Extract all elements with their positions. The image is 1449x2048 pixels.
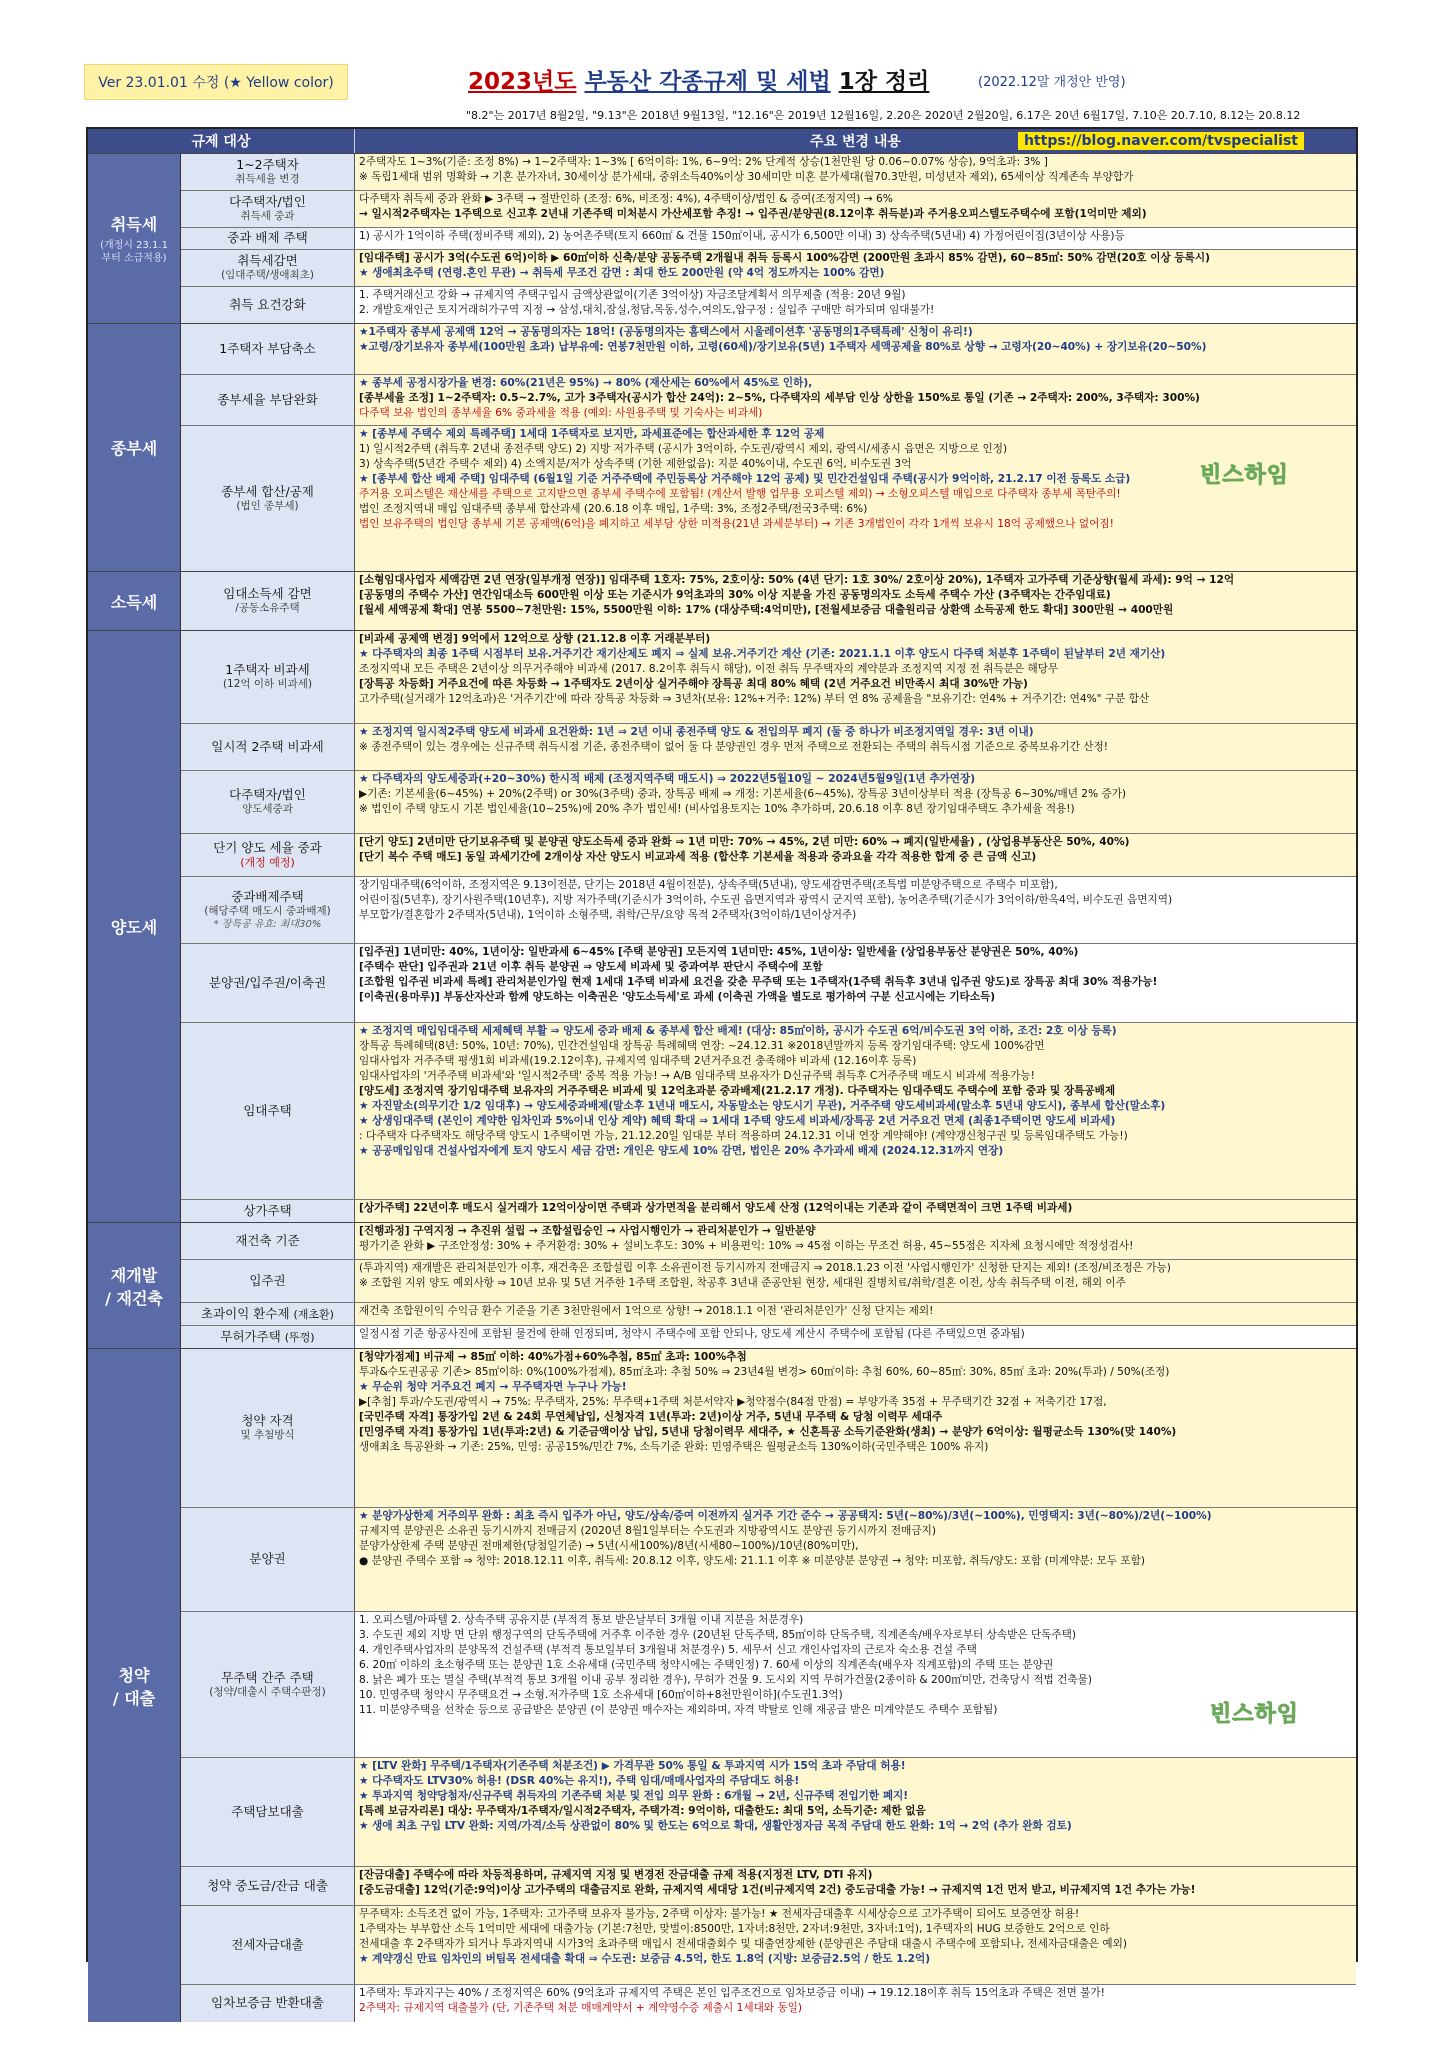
category-label — [88, 631, 181, 1222]
row-label — [181, 834, 355, 876]
category-label — [88, 154, 181, 323]
content-line: 장기임대주택(6억이하, 조정지역은 9.13이전분, 단기는 2018년 4월이전분), 상속주택(5년내), 양도세감면주택(조특법 미분양주택으로 주택수 미포함), — [359, 879, 1058, 891]
content-line: 11. 미분양주택을 선착순 등으로 공급받은 분양권 (이 분양권 매수자는 제외하며, 자격 박탈로 인해 재공급 받은 미계약분도 주택수 포함됨) — [359, 1704, 998, 1717]
category-label — [88, 1223, 181, 1348]
row-content — [355, 1303, 1356, 1325]
table-row — [181, 250, 1356, 287]
row-label-main: 다주택자/법인 — [229, 194, 306, 210]
content-line: ★ 다주택자의 최종 1주택 시점부터 보유.거주기간 재기산제도 폐지 ⇒ 실제 보유.거주기간 계산 (기존: 2021.1.1 이후 양도시 다주택 처분후 1주택이 된날부터 2년 재기산) — [359, 648, 1166, 661]
row-label-sub: (12억 이하 비과세) — [222, 678, 313, 691]
row-label — [181, 324, 355, 374]
content-line: ★고령/장기보유자 종부세(100만원 초과) 납부유예: 연봉7천만원 이하, 고령(60세)/장기보유(5년) 1주택자 세액공제율 80%로 상향 → 고령자(20~40%) + 장기보유(20~50%) — [359, 341, 1207, 354]
content-line: [진행과정] 구역지정 → 추진위 설립 → 조합설립승인 → 사업시행인가 → 관리처분인가 → 일반분양 — [359, 1225, 816, 1237]
content-line: [입주권] 1년미만: 40%, 1년이상: 일반과세 6~45% [주택 분양권] 모든지역 1년미만: 45%, 1년이상: 일반세율 (상업용부동산 분양권은 50%, 40%) — [359, 946, 1079, 958]
row-label-main: 분양권/입주권/이축권 — [208, 974, 327, 990]
section-s5 — [88, 1222, 1356, 1348]
row-label — [181, 724, 355, 770]
content-line: [청약가점제] 비규제 → 85㎡ 이하: 40%가점+60%추첨, 85㎡ 초과: 100%추첨 — [359, 1351, 747, 1363]
row-label — [181, 1349, 355, 1507]
row-content — [355, 1612, 1356, 1757]
content-line: ★ 조정지역 매입임대주택 세제혜택 부활 ⇒ 양도세 중과 배제 & 종부세 합산 배제! (대상: 85㎡이하, 공시가 수도권 6억/비수도권 3억 이하, 조건: 2호 이상 등록) — [359, 1025, 1117, 1037]
content-line: 4. 개인주택사업자의 분양목적 건설주택 (부적격 통보일부터 3개월내 처분경우) 5. 세무서 신고 개인사업자의 근로자 숙소용 건설 주택 — [359, 1644, 977, 1657]
header-changes-label: 주요 변경 내용 — [810, 134, 901, 150]
version-badge: Ver 23.01.01 수정 (★ Yellow color) — [84, 64, 348, 100]
row-content — [355, 250, 1356, 286]
content-line: ▶기존: 기본세율(6~45%) + 20%(2주택) or 30%(3주택) 중과, 장특공 배제 ⇒ 개정: 기본세율(6~45%), 장특공 3년이상부터 적용 (장특공 6~30%/매년 2% 증가) — [359, 788, 1127, 801]
category-name: 양도세 — [110, 918, 158, 937]
content-line: 1. 주택거래신고 강화 → 규제지역 주택구입시 금액상관없이(기존 3억이상) 자금조달계획서 의무제출 (적용: 20년 9월) — [359, 289, 906, 301]
row-content — [355, 944, 1356, 1022]
content-line: 1주택자는 부부합산 소득 1억미만 세대에 대출가능 (기본:7천만, 맞벌이:8500만, 1자녀:8천만, 2자녀:9천만, 3자녀:1억), 1주택자의 HUG 보증한도 2억으로 인하 — [359, 1923, 1110, 1936]
table-row — [181, 1985, 1356, 2022]
row-content — [355, 154, 1356, 190]
content-line: : 다주택자 다주택자도 해당주택 양도시 1주택이면 가능, 21.12.20일 임대분 부터 적용하며 24.12.31 이내 연장 계약해야! (계약갱신청구권 및 등록임대주택도 가능!) — [359, 1130, 1128, 1143]
row-label-sub: (법인 종부세) — [236, 499, 299, 512]
content-line: ★ 상생임대주택 (본인이 계약한 임차인과 5%이내 인상 계약) 혜택 확대 ⇒ 1세대 1주택 양도세 비과세/장특공 2년 거주요건 면제 (최종1주택이면 양도세 비과세) — [359, 1115, 1116, 1128]
section-s4 — [88, 630, 1356, 1222]
content-line: ★ 조정지역 일시적2주택 양도세 비과세 요건완화: 1년 ⇒ 2년 이내 종전주택 양도 & 전입의무 폐지 (둘 중 하나가 비조정지역일 경우: 3년 이내) — [359, 726, 1034, 738]
table-row — [181, 877, 1356, 944]
content-line: 2주택자: 규제지역 대출불가 (단, 기존주택 처분 매매계약서 + 계약영수증 제출시 1세대와 동일) — [359, 2002, 803, 2015]
content-line: ★ 투과지역 청약당첨자/신규주택 취득자의 기존주택 처분 및 전입 의무 완화 : 6개월 → 2년, 신규주택 전입기한 폐지! — [359, 1790, 909, 1803]
title-year: 2023년도 — [468, 69, 577, 95]
category-note: (개정시 23.1.1 부터 소급적용) — [100, 239, 168, 264]
content-line: ★ [종부세 합산 배제 주택] 임대주택 (6월1일 기준 거주주택에 주민등록상 거주해야 12억 공제) 및 민간건설임대 주택(공시가 9억이하, 21.2.17 이전 등록도 소급) — [359, 473, 1131, 486]
row-label-sub: 취득세율 변경 — [235, 173, 300, 186]
content-line: 임대사업자의 '거주주택 비과세'와 '일시적2주택' 중복 적용 가능! → A/B 임대주택 보유자가 D신규주택 취득후 C거주주택 매도시 비과세 적용가능! — [359, 1070, 1035, 1083]
content-line: ▶[추첨] 투과/수도권/광역시 → 75%: 무주택자, 25%: 무주택+1주택 처분서약자 ▶청약점수(84점 만점) = 부양가족 35점 + 무주택기간 32점 + 저축기간 17점, — [359, 1396, 1107, 1409]
content-line: 법인 보유주택의 법인당 종부세 기본 공제액(6억)을 폐지하고 세부담 상한 미적용(21년 과세분부터) → 기존 3개법인이 각각 1개씩 보유시 18억 공제했으나 없어짐! — [359, 518, 1114, 531]
row-label-main: 종부세 합산/공제 — [221, 483, 314, 499]
section-rows — [181, 324, 1356, 571]
row-content — [355, 191, 1356, 227]
content-line: [소형임대사업자 세액감면 2년 연장(일부개정 연장)] 임대주택 1호자: 75%, 2호이상: 50% (4년 단기: 1호 30%/ 2호이상 20%), 1주택자 고가주택 기준상향(월세 과세): 9억 → 12억 — [359, 574, 1235, 586]
row-label — [181, 228, 355, 249]
table-row — [181, 1906, 1356, 1985]
row-content — [355, 1867, 1356, 1905]
content-line: 주거용 오피스텔은 재산세를 주택으로 고지받으면 종부세 주택수에 포함됨! (계산서 발행 업무용 오피스텔 제외) → 소형오피스텔 매입으로 다주택자 종부세 폭탄주의! — [359, 488, 1121, 501]
row-content — [355, 287, 1356, 323]
table-row — [181, 724, 1356, 771]
page-subtitle: (2022.12말 개정안 반영) — [978, 75, 1126, 90]
row-content — [355, 426, 1356, 571]
category-name: 소득세 — [110, 592, 158, 612]
section-rows — [181, 1223, 1356, 1348]
content-line: [이축권(용마루)] 부동산자산과 함께 양도하는 이축권은 '양도소득세'로 과세 (이축권 가액을 별도로 평가하여 구분 신고시에는 기타소득) — [359, 991, 996, 1004]
header-target: 규제 대상 — [88, 129, 355, 153]
header-changes — [355, 129, 1356, 153]
content-line: 1) 일시적2주택 (취득후 2년내 종전주택 양도) 2) 지방 저가주택 (공시가 3억이하, 수도권/광역시 제외, 광역시/세종시 읍면은 지방으로 인정) — [359, 443, 1008, 456]
content-line: [임대주택] 공시가 3억(수도권 6억)이하 ▶ 60㎡이하 신축/분양 공동주택 2개월내 취득 등록시 100%감면 (200만원 초과시 85% 감면), 60~85㎡: 50% 감면(20호 이상 등록시) — [359, 252, 1210, 264]
content-line: ★ 다주택자도 LTV30% 허용! (DSR 40%는 유지!), 주택 임대/매매사업자의 주담대도 허용! — [359, 1775, 800, 1788]
content-line: [주택수 판단] 입주권과 21년 이후 취득 분양권 ⇒ 양도세 비과세 및 중과여부 판단시 주택수에 포함 — [359, 961, 823, 974]
section-rows — [181, 154, 1356, 323]
row-content — [355, 1200, 1356, 1222]
content-line: 투과&수도권공공 기존> 85㎡이하: 0%(100%가점제), 85㎡초과: 추첨 50% ⇒ 23년4월 변경> 60㎡이하: 추첨 60%, 60~85㎡: 30%, 85㎡ 초과: 20%(투과) / 50%(조정) — [359, 1366, 1170, 1379]
table-row — [181, 426, 1356, 571]
content-line: ★ [LTV 완화] 무주택/1주택자(기존주택 처분조건) ▶ 가격무관 50% 통일 & 투과지역 시가 15억 초과 주담대 허용! — [359, 1760, 906, 1772]
row-label — [181, 771, 355, 833]
row-label-sub: 취득세 중과 — [240, 210, 295, 223]
row-label — [181, 1260, 355, 1302]
section-s1 — [88, 153, 1356, 323]
row-label — [181, 1985, 355, 2022]
content-line: 규제지역 분양권은 소유권 등기시까지 전매금지 (2020년 8월1일부터는 수도권과 지방광역시도 분양권 등기시까지 전매금지) — [359, 1525, 936, 1538]
row-label — [181, 1612, 355, 1757]
content-line: 생애최초 특공완화 → 기존: 25%, 민영: 공공15%/민간 7%, 소득기준 완화: 민영주택은 월평균소득 130%이하(국민주택은 100% 유지) — [359, 1441, 989, 1454]
row-content — [355, 1326, 1356, 1348]
row-label — [181, 877, 355, 943]
content-line: 1. 오피스텔/아파텔 2. 상속주택 공유지분 (부적격 통보 받은날부터 3개월 이내 지분을 처분경우) — [359, 1614, 804, 1626]
content-line: [중도금대출] 12억(기준:9억)이상 고가주택의 대출금지로 완화, 규제지역 세대당 1건(비규제지역 2건) 중도금대출 가능! → 규제지역 1건 먼저 받고, 비규제지역 1건 추가는 가능! — [359, 1884, 1196, 1897]
row-label-main: 취득세감면 — [237, 253, 298, 269]
content-line: ★1주택자 종부세 공제액 12억 → 공동명의자는 18억! (공동명의자는 홈택스에서 시울레이션후 '공동명의1주택특례' 신청이 유리!) — [359, 326, 973, 338]
row-content — [355, 1349, 1356, 1507]
row-label — [181, 1326, 355, 1348]
content-line: 전세대출 후 2주택자가 되거나 투과지역내 시가3억 초과주택 매입시 전세대출회수 및 대출연장제한 (분양권은 주담대 대출시 주택수에 포함되나, 전세자금대출은 예외) — [359, 1938, 1128, 1951]
row-content — [355, 572, 1356, 630]
content-line: [특례 보금자리론] 대상: 무주택자/1주택자/일시적2주택자, 주택가격: 9억이하, 대출한도: 최대 5억, 소득기준: 제한 없음 — [359, 1805, 926, 1818]
content-line: ★ 분양가상한제 거주의무 완화 : 최초 즉시 입주가 아닌, 양도/상속/증여 이전까지 실거주 기간 준수 → 공공택지: 5년(~80%)/3년(~100%), 민영택지: 3년(~80%)/2년(~100%) — [359, 1510, 1212, 1522]
table-row — [181, 287, 1356, 323]
row-label-sub: (청약/대출시 주택수판정) — [209, 1685, 326, 1698]
content-line: 평가기준 완화 ▶ 구조안정성: 30% + 주거환경: 30% + 설비노후도: 30% + 비용편익: 10% ⇒ 45점 이하는 무조건 허용, 45~55점은 지자체 요청시에만 적정성검사! — [359, 1240, 1134, 1253]
row-label-main: 종부세율 부담완화 — [217, 391, 318, 407]
content-line: [월세 세액공제 확대] 연봉 5500~7천만원: 15%, 5500만원 이하: 17% (대상주택:4억미만), [전월세보증금 대출원리금 상환액 소득공제 한도 확대] 300만원 → 400만원 — [359, 604, 1174, 617]
row-label — [181, 1200, 355, 1222]
table-row — [181, 228, 1356, 250]
content-line: 3) 상속주택(5년간 주택수 제외) 4) 소액지분/저가 상속주택 (기한 제한없음): 지분 40%이내, 수도권 6억, 비수도권 3억 — [359, 458, 912, 471]
category-label — [88, 572, 181, 630]
content-line: ※ 법인이 주택 양도시 기본 법인세율(10~25%)에 20% 추가 법인세! (비사업용토지는 10% 추가하며, 20.6.18 이후 8년 장기임대주택도 추가세율 적용!) — [359, 803, 1075, 816]
content-line: 8. 낡은 폐가 또는 멸실 주택(부적격 통보 3개월 이내 공부 정리한 경우), 무허가 건물 9. 도시외 지역 무허가건물(2종이하 & 200㎡미만, 건축당시 적법 건축물) — [359, 1674, 1092, 1687]
content-line: [단기 복수 주택 매도] 동일 과세기간에 2개이상 자산 양도시 비교과세 적용 (합산후 기본세율 적용과 중과요율 각각 적용한 합계 중 큰 금액 신고) — [359, 851, 1037, 864]
row-content — [355, 1906, 1356, 1984]
category-name: 취득세 — [110, 214, 158, 234]
row-label-main: 임대소득세 감면 — [223, 586, 312, 602]
row-label-main: 초과이익 환수제 (재초환) — [201, 1305, 334, 1321]
row-label-main: 일시적 2주택 비과세 — [211, 738, 324, 754]
row-label — [181, 287, 355, 323]
content-line: [종부세율 조정] 1~2주택자: 0.5~2.7%, 고가 3주택자(공시가 합산 24억): 2~5%, 다주택자의 세부담 인상 상한을 150%로 통일 (기존 → 2주택자: 200%, 3주택자: 300%) — [359, 392, 1200, 405]
title-main: 부동산 각종규제 및 세법 — [584, 69, 831, 95]
row-label-main: 분양권 — [249, 1551, 286, 1567]
row-label — [181, 1303, 355, 1325]
content-line: 6. 20㎡ 이하의 초소형주택 또는 분양권 1호 소유세대 (국민주택 청약시에는 주택인정) 7. 60세 이상의 직계존속(배우자 직계포함)의 주택 또는 분양권 — [359, 1659, 1054, 1672]
row-label-main: 무허가주택 (뚜껑) — [220, 1328, 315, 1344]
content-line: ※ 독립1세대 범위 명확화 → 기혼 분가자녀, 30세이상 분가세대, 중위소득40%이상 30세미만 미혼 분가세대(월70.3만원, 미성년자 제외), 65세이상 직계존속 부양합가 — [359, 171, 1134, 184]
row-label-main: 단기 양도 세율 중과 — [213, 839, 322, 855]
table-row — [181, 1023, 1356, 1200]
row-label-suffix: (뚜껑) — [284, 1330, 315, 1344]
row-content — [355, 1758, 1356, 1866]
row-content — [355, 375, 1356, 425]
table-row — [181, 1223, 1356, 1260]
row-label-suffix: (재초환) — [293, 1307, 334, 1321]
table-header — [88, 129, 1356, 153]
row-label — [181, 250, 355, 286]
row-label-main: 1~2주택자 — [236, 157, 299, 173]
content-line: ● 분양권 주택수 포함 ⇒ 청약: 2018.12.11 이후, 취득세: 20.8.12 이후, 양도세: 21.1.1 이후 ※ 미분양분 분양권 → 청약: 미포함, 취득/양도: 포함 (미계약분: 모두 포함) — [359, 1555, 1146, 1568]
table-row — [181, 1349, 1356, 1508]
content-line: 3. 수도권 제외 지방 면 단위 행정구역의 단독주택에 거주후 이주한 경우 (20년된 단독주택, 85㎡이하 단독주택, 직계존속/배우자로부터 상속받은 단독주택) — [359, 1629, 1077, 1642]
content-line: [조합원 입주권 비과세 특례] 관리처분인가일 현재 1세대 1주택 비과세 요건을 갖춘 무주택 또는 1주택자(1주택 취득후 3년내 입주권 양도)로 장특공 최대 30% 적용가능! — [359, 976, 1158, 989]
content-line: [국민주택 자격] 통장가입 2년 & 24회 무연체납입, 신청자격 1년(투과: 2년)이상 거주, 5년내 무주택 & 당첨 이력무 세대주 — [359, 1411, 943, 1424]
row-content — [355, 771, 1356, 833]
watermark-stamp-2: 빈스하임 — [1210, 1702, 1300, 1727]
row-content — [355, 1985, 1356, 2022]
content-line: [민영주택 자격] 통장가입 1년(투과:2년) & 기준금액이상 납입, 5년내 당첨이력무 세대주, ★ 신혼특공 소득기준완화(생최) → 분양가 6억이상: 월평균소득 130%(맞 140%) — [359, 1426, 1177, 1439]
watermark-stamp: 빈스하임 — [1200, 463, 1290, 488]
table-row — [181, 771, 1356, 834]
content-line: [양도세] 조정지역 장기임대주택 보유자의 거주주택은 비과세 및 12억초과분 중과배제(21.2.17 개정). 다주택자는 임대주택도 주택수에 포함 중과 및 장특공배제 — [359, 1085, 1116, 1098]
table-row — [181, 1508, 1356, 1612]
table-row — [181, 1200, 1356, 1222]
row-label-sub: (임대주택/생애최초) — [221, 269, 314, 282]
row-label-main: 중과배제주택 — [231, 888, 304, 904]
row-label-main: 주택담보대출 — [231, 1803, 304, 1819]
blog-url[interactable]: https://blog.naver.com/tvspecialist — [1018, 132, 1304, 150]
row-label — [181, 191, 355, 227]
content-line: 분양가상한제 주택 분양권 전매제한(당첨일기준) → 5년(시세100%)/8년(시세80~100%)/10년(80%미만), — [359, 1540, 859, 1553]
row-label-main: 상가주택 — [243, 1202, 292, 1218]
table-row — [181, 1326, 1356, 1348]
row-label — [181, 426, 355, 571]
row-label — [181, 1758, 355, 1866]
row-content — [355, 1223, 1356, 1259]
content-line: ★ 다주택자의 양도세중과(+20~30%) 한시적 배제 (조정지역주택 매도시) ⇒ 2022년5월10일 ~ 2024년5월9일(1년 추가연장) — [359, 773, 976, 785]
content-line: [비과세 공제액 변경] 9억에서 12억으로 상향 (21.12.8 이후 거래분부터) — [359, 633, 711, 645]
content-line: 어린이집(5년후), 장기사원주택(10년후), 지방 저가주택(기준시가 3억이하, 수도권 읍면지역과 광역시 군지역 포함), 농어촌주택(기준시가 3억이하/한옥4억, 비수도권 읍면지역) — [359, 894, 1173, 907]
row-label — [181, 375, 355, 425]
content-line: 부모합가/결혼합가 2주택자(5년내), 1억이하 소형주택, 취학/근무/요양 목적 2주택자(3억이하/1년이상거주) — [359, 909, 857, 922]
row-content — [355, 834, 1356, 876]
content-line: ★ 생애 최초 구입 LTV 완화: 지역/가격/소득 상관없이 80% 및 한도는 6억으로 확대, 생활안정자금 목적 주담대 한도 완화: 1억 → 2억 (추가 완화 검토) — [359, 1820, 1072, 1833]
row-label — [181, 572, 355, 630]
content-line: (투과지역) 재개발은 관리처분인가 이후, 재건축은 조합설립 이후 소유권이전 등기시까지 전매금지 ⇒ 2018.1.23 이전 '사업시행인가' 신청한 단지는 제외! (조정/비조정은 가능) — [359, 1262, 1171, 1274]
table-row — [181, 375, 1356, 426]
row-label-note: (개정 예정) — [240, 855, 295, 869]
row-label — [181, 1223, 355, 1259]
row-content — [355, 324, 1356, 374]
row-label-main: 취득 요건강화 — [229, 296, 306, 312]
content-line: 1주택자: 투과지구는 40% / 조정지역은 60% (9억초과 규제지역 주택은 본인 입주조건으로 임차보증금 이내) → 19.12.18이후 취득 15억초과 주택은 전면 불가! — [359, 1987, 1105, 1999]
row-label — [181, 154, 355, 190]
row-label-main: 입주권 — [249, 1272, 286, 1288]
row-label — [181, 1867, 355, 1905]
table-row — [181, 944, 1356, 1023]
row-label — [181, 1508, 355, 1611]
row-label-sub: 및 추첨방식 — [240, 1429, 295, 1442]
row-content — [355, 1023, 1356, 1199]
title-end: 1장 정리 — [838, 69, 930, 95]
content-line: 무주택자: 소득조건 없이 가능, 1주택자: 고가주택 보유자 불가능, 2주택 이상자: 불가능! ★ 전세자금대출후 시세상승으로 고가주택이 되어도 보증연장 허용! — [359, 1908, 1080, 1920]
content-line: 1) 공시가 1억이하 주택(정비주택 제외), 2) 농어촌주택(토지 660㎡ & 건물 150㎡이내, 공시가 6,500만 이내) 3) 상속주택(5년내) 4) 가정어린이집(3년이상 사용)등 — [359, 230, 1125, 242]
row-label-sub: (해당주택 매도시 중과배제) — [204, 904, 331, 917]
table-row — [181, 1758, 1356, 1867]
table-row — [181, 572, 1356, 630]
table-row — [181, 834, 1356, 877]
row-content — [355, 228, 1356, 249]
row-content — [355, 631, 1356, 723]
content-line: ★ 자진말소(의무기간 1/2 임대후) → 양도세중과배제(말소후 1년내 매도시, 자동말소는 양도시기 무관), 거주주택 양도세비과세(말소후 5년내 양도시), 종부세 합산(말소후) — [359, 1100, 1166, 1113]
row-label-main: 무주택 간주 주택 — [221, 1669, 314, 1685]
table-row — [181, 1867, 1356, 1906]
row-label-main: 중과 배제 주택 — [227, 230, 308, 246]
content-line: ★ 공공매입임대 건설사업자에게 토지 양도시 세금 감면: 개인은 양도세 10% 감면, 법인은 20% 추가과세 배제 (2024.12.31까지 연장) — [359, 1145, 1004, 1158]
table-row — [181, 154, 1356, 191]
content-line: ★ 무순위 청약 거주요건 폐지 → 무주택자면 누구나 가능! — [359, 1381, 627, 1394]
row-label-main: 임대주택 — [243, 1102, 292, 1118]
content-line: 임대사업자 거주주택 평생1회 비과세(19.2.12이후), 규제지역 임대주택 2년거주요건 충족해야 비과세 (12.16이후 등록) — [359, 1055, 917, 1068]
content-line: ★ 생애최초주택 (연령.혼인 무관) → 취득세 무조건 감면 : 최대 한도 200만원 (약 4억 정도까지는 100% 감면) — [359, 267, 885, 280]
table-row — [181, 1303, 1356, 1326]
content-line: [잔금대출] 주택수에 따라 차등적용하며, 규제지역 지정 및 변경전 잔금대출 규제 적용(지정전 LTV, DTI 유지) — [359, 1869, 873, 1881]
row-content — [355, 877, 1356, 943]
content-line: [장특공 차등화] 거주요건에 따른 차등화 → 1주택자도 2년이상 실거주해야 장특공 최대 80% 혜택 (2년 거주요건 비만족시 최대 30%만 가능) — [359, 678, 1028, 691]
row-label — [181, 1906, 355, 1984]
section-s2 — [88, 323, 1356, 571]
row-label — [181, 1023, 355, 1199]
row-content — [355, 1508, 1356, 1611]
content-line: ※ 종전주택이 있는 경우에는 신규주택 취득시점 기준, 종전주택이 없어 둘 다 분양권인 경우 먼저 주택으로 전환되는 주택의 취득시점 기준으로 중복보유기간 산정! — [359, 741, 1109, 754]
section-s6 — [88, 1348, 1356, 2022]
row-label-main: 임차보증금 반환대출 — [211, 1995, 324, 2011]
section-s3 — [88, 571, 1356, 630]
section-rows — [181, 572, 1356, 630]
content-line: ※ 조합원 지위 양도 예외사항 ⇒ 10년 보유 및 5년 거주한 1주택 조합원, 착공후 3년내 준공안된 현장, 세대원 질병치료/취학/결혼 이전, 상속 취득주택 이전, 해외 이주 — [359, 1277, 1126, 1290]
content-line: 장특공 특례혜택(8년: 50%, 10년: 70%), 민간건설임대 장특공 특례혜택 연장: ~24.12.31 ※2018년말까지 등록 장기임대주택: 양도세 100%감면 — [359, 1040, 1045, 1053]
row-label-sub: /공동소유주택 — [235, 602, 300, 615]
row-label-main: 재건축 기준 — [235, 1232, 300, 1248]
row-label-main: 전세자금대출 — [231, 1936, 304, 1952]
content-line: 다주택자 취득세 중과 완화 ▶ 3주택 → 절반인하 (조정: 6%, 비조정: 4%), 4주택이상/법인 & 증여(조정지역) → 6% — [359, 193, 893, 205]
row-content — [355, 1260, 1356, 1302]
category-label — [88, 324, 181, 571]
row-label — [181, 944, 355, 1022]
section-rows — [181, 1349, 1356, 2022]
content-line: ★ [종부세 주택수 제외 특례주택] 1세대 1주택자로 보지만, 과세표준에는 합산과세한 후 12억 공제 — [359, 428, 825, 440]
content-line: 법인 조정지역내 매입 임대주택 종부세 합산과세 (20.6.18 이후 매입, 1주택: 3%, 조정2주택/전국3주택: 6%) — [359, 503, 868, 516]
content-line: 2주택자도 1~3%(기준: 조정 8%) → 1~2주택자: 1~3% [ 6억이하: 1%, 6~9억: 2% 단계적 상승(1천만원 당 0.06~0.07% 상승), 9억초과: 3% ] — [359, 156, 1048, 168]
row-label — [181, 631, 355, 723]
table-body — [88, 153, 1356, 2022]
section-rows — [181, 631, 1356, 1222]
content-line: 조정지역내 모든 주택은 2년이상 의무거주해야 비과세 (2017. 8.2이후 취득시 해당), 이전 취득 무주택자의 계약분과 조정지역 지정 전 취득분은 해당무 — [359, 663, 1059, 676]
content-line: [공동명의 주택수 가산] 연간임대소득 600만원 이상 또는 기준시가 9억초과의 30% 이상 지분을 가진 공동명의자도 소득세 주택수 가산 (3주택자는 간주임대료) — [359, 589, 1111, 602]
content-line: 2. 개발호재인근 토지거래허가구역 지정 → 삼성,대치,잠실,청담,목동,성수,여의도,압구정 : 실입주 구매만 허가되며 임대불가! — [359, 304, 935, 317]
table-row — [181, 324, 1356, 375]
row-label-main: 다주택자/법인 — [229, 787, 306, 803]
content-line: → 일시적2주택자는 1주택으로 신고후 2년내 기존주택 미처분시 가산세포함 추징! → 입주권/분양권(8.12이후 취득분)과 주거용오피스텔도주택수에 포함(1억미만 제외) — [359, 208, 1147, 221]
row-label-note: * 장특공 유효: 최대30% — [213, 919, 322, 931]
table-row — [181, 191, 1356, 228]
content-line: 재건축 조합원이익 수익금 환수 기준을 기존 3천만원에서 1억으로 상향! → 2018.1.1 이전 '관리처분인가' 신청 단지는 제외! — [359, 1305, 934, 1317]
row-label-main: 청약 중도금/잔금 대출 — [207, 1877, 328, 1893]
category-label — [88, 1349, 181, 2022]
content-line: [상가주택] 22년이후 매도시 실거래가 12억이상이면 주택과 상가면적을 분리해서 양도세 산정 (12억이내는 기존과 같이 주택면적이 크면 1주택 비과세) — [359, 1202, 1073, 1214]
content-line: ★ 종부세 공정시장가율 변경: 60%(21년은 95%) → 80% (재산세는 60%에서 45%로 인하), — [359, 377, 813, 389]
row-label-main: 청약 자격 — [241, 1413, 294, 1429]
category-name: 재개발 / 재건축 — [105, 1265, 163, 1308]
table-row — [181, 1260, 1356, 1303]
row-label-main: 1주택자 부담축소 — [219, 340, 316, 356]
category-name: 종부세 — [110, 439, 158, 458]
row-content — [355, 724, 1356, 770]
regulation-table — [86, 127, 1358, 2015]
table-row — [181, 631, 1356, 724]
page-title — [468, 63, 929, 96]
content-line: [단기 양도] 2년미만 단기보유주택 및 분양권 양도소득세 중과 완화 ⇒ 1년 미만: 70% → 45%, 2년 미만: 60% → 폐지(일반세율) , (상업용부동산은 50%, 40%) — [359, 836, 1130, 848]
row-label-sub: 양도세중과 — [242, 803, 293, 816]
row-label-main: 1주택자 비과세 — [225, 662, 310, 678]
content-line: 다주택 보유 법인의 종부세율 6% 중과세율 적용 (예외: 사원용주택 및 기숙사는 비과세) — [359, 407, 763, 420]
content-line: 10. 민영주택 청약시 무주택요건 → 소형.저가주택 1호 소유세대 [60㎡이하+8천만원이하](수도권1.3억) — [359, 1689, 843, 1702]
content-line: ★ 계약갱신 만료 임차인의 버팀목 전세대출 확대 ⇒ 수도권: 보증금 4.5억, 한도 1.8억 (지방: 보증금2.5억 / 한도 1.2억) — [359, 1953, 931, 1966]
content-line: 일정시점 기준 항공사진에 포함된 물건에 한해 인정되며, 청약시 주택수에 포함 안되나, 양도세 계산시 주택수에 포함됨 (다른 주택있으면 중과됨) — [359, 1328, 1025, 1340]
content-line: 고가주택(실거래가 12억초과)은 '거주기간'에 따라 장특공 차등화 ⇒ 3년차(보유: 12%+거주: 12%) 부터 연 8% 공제율을 "보유기간: 연4% + 거주기간: 연4%" 구분 합산 — [359, 693, 1150, 706]
date-legend: "8.2"는 2017년 8월2일, "9.13"은 2018년 9월13일, "12.16"은 2019년 12월16일, 2.20은 2020년 2월20일, 6.17은 20년 6월17일, 7.10은 20.7.10, 8.12는 20.8.12 — [466, 109, 1301, 122]
category-name: 청약 / 대출 — [112, 1665, 156, 1708]
table-row — [181, 1612, 1356, 1758]
